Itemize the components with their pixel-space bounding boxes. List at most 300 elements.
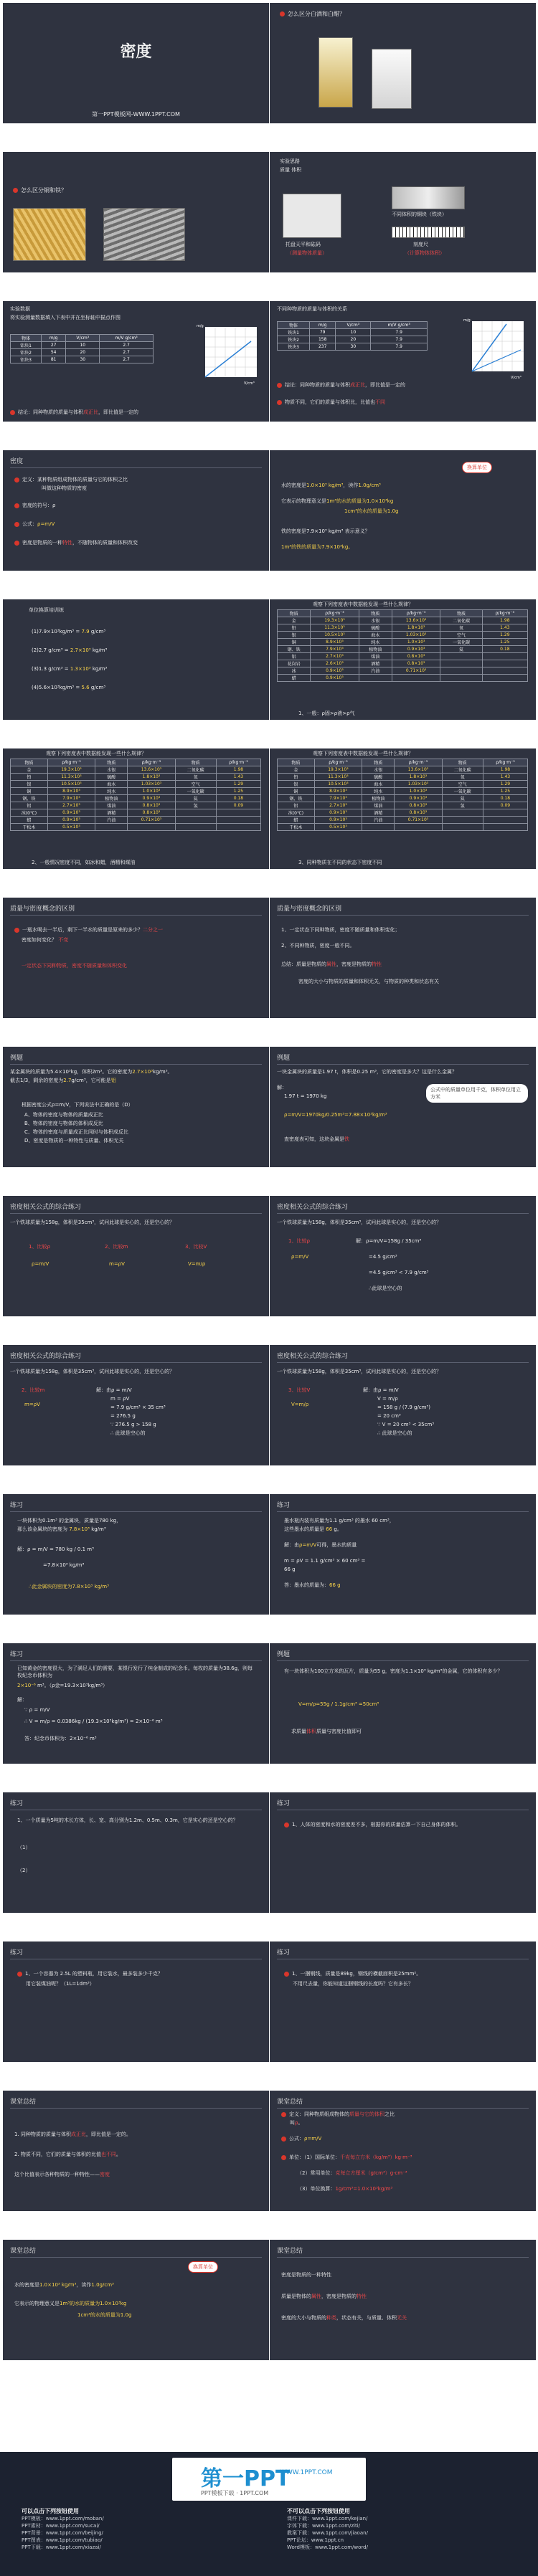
logo-text: 第一PPT: [201, 2466, 291, 2491]
step-2: m = ρV = 1.1 g/cm³ × 60 cm³ =: [284, 1558, 366, 1564]
td: 0.9×10³: [392, 646, 440, 653]
td: 1.98: [483, 766, 527, 774]
summary-1: 1. 同种物质的质量与体积成正比，即比值是一定的。: [14, 2131, 131, 2137]
td: 0.9×10³: [311, 675, 359, 682]
bullet-icon: [14, 477, 19, 483]
td: 237: [310, 343, 336, 351]
slide-example-3: [270, 1643, 536, 1764]
td: 27: [41, 342, 65, 349]
td: 氦: [175, 795, 216, 802]
density-table: [277, 609, 528, 682]
footer-link[interactable]: PPT论坛：www.1ppt.cn: [287, 2537, 344, 2543]
td: 硫酸: [362, 774, 394, 781]
td: 二氧化碳: [175, 766, 216, 774]
formula: 公式：ρ=m/V: [281, 2135, 321, 2142]
td: 酒精: [359, 660, 392, 667]
td: 20: [66, 349, 100, 356]
td: 0.9×10³: [314, 817, 362, 824]
quantities-label: 质量 体积: [280, 167, 302, 173]
slide-heading: 练习: [10, 1651, 24, 1658]
slide-heading: 密度: [10, 458, 24, 465]
table-row: [278, 824, 528, 831]
site-footer: [0, 2452, 538, 2576]
th: 物体: [278, 322, 310, 329]
slide-summary-1: [3, 2091, 269, 2211]
conclusion-2: 物质不同，它们的质量与体积比，比值也不同: [277, 399, 385, 406]
step-6: ∴ 此球是空心的: [110, 1430, 146, 1436]
slide-title-heading: 密度: [120, 43, 152, 61]
problem: 1、人体的密度和水的密度差不多，根据你的质量估算一下自己身体的体积。: [284, 1821, 521, 1828]
slide-example-1: [3, 1047, 269, 1167]
td: [359, 675, 392, 682]
slide-practice-3: [3, 1643, 269, 1764]
divider: [277, 1511, 529, 1512]
slide-summary-3: [3, 2240, 269, 2360]
slide-heading: 练习: [277, 1502, 291, 1509]
td: 海水: [95, 781, 127, 788]
definition-cont: 叫ρ。: [290, 2120, 303, 2126]
bullet-icon: [281, 2112, 286, 2117]
td: [483, 824, 527, 831]
td: 纯水: [362, 788, 394, 795]
property-line: 密度是物质的一种特性，不随物体的质量和体积改变: [14, 539, 138, 546]
calc: ρ=m/V=1970kg/0.25m³=7.88×10³kg/m³: [284, 1112, 387, 1118]
copper-rods-image: [13, 208, 86, 261]
td: 海水: [359, 632, 392, 639]
td: 11.3×10³: [314, 774, 362, 781]
td: 10.5×10³: [314, 781, 362, 788]
step-4: = 20 cm³: [377, 1413, 401, 1419]
conclusion-1: 结论：同种物质的质量与体积成正比，即比值是一定的: [277, 381, 405, 389]
slide-density-table-3: [270, 748, 536, 869]
th: m/g: [310, 322, 336, 329]
th: 物质: [359, 610, 392, 617]
td: [175, 809, 216, 817]
th: m/g: [41, 335, 65, 342]
td: 植物油: [95, 795, 127, 802]
unit-common: （2）常用单位：克每立方厘米（g/cm³）g·cm⁻³: [297, 2170, 407, 2176]
td: 2.7×10³: [311, 653, 359, 660]
definition: 定义：某种物质组成物体的质量与它的体积之比: [14, 476, 128, 483]
problem: 一块金属块的质量是1.97 t，体积是0.25 m³，它的密度是多大？这是什么金属？: [277, 1069, 457, 1075]
slide-heading: 密度相关公式的综合练习: [10, 1204, 82, 1211]
td: 铅: [11, 774, 48, 781]
td: 2.7: [100, 342, 154, 349]
step-4: ∴此球是空心的: [369, 1285, 402, 1291]
td: 金: [11, 766, 48, 774]
formula-3: V=m/ρ: [188, 1261, 206, 1267]
table-row: [278, 624, 528, 632]
symbol: 密度的符号：ρ: [14, 502, 55, 509]
td: 30: [336, 343, 371, 351]
td: 0.8×10³: [392, 653, 440, 660]
td: 铁块2: [278, 336, 310, 343]
problem-cont: 不用尺去量，你能知道这捆钢线的长度吗？它有多长？: [293, 1981, 413, 1987]
td: 0.71×10³: [128, 817, 175, 824]
problem-cont: 用它装煤油呢？（1L=1dm³）: [26, 1981, 95, 1987]
bullet-icon: [14, 503, 19, 508]
bullet-icon: [14, 928, 19, 933]
td: 煤油: [95, 802, 127, 809]
summary-2: 2. 物质不同，它们的质量与体积的比值也不同。: [14, 2152, 121, 2157]
td: 氦: [440, 646, 482, 653]
divider: [10, 1511, 262, 1512]
td: 冰(0℃): [11, 809, 48, 817]
td: 13.6×10³: [128, 766, 175, 774]
td: 铝块3: [11, 356, 42, 363]
td: 铝: [11, 802, 48, 809]
td: [392, 675, 440, 682]
td: 1.8×10³: [392, 624, 440, 632]
divider: [277, 1362, 529, 1363]
table-row: [11, 817, 261, 824]
td: 酒精: [95, 809, 127, 817]
td: 一氧化碳: [442, 788, 483, 795]
solution-label: 解：: [277, 1085, 287, 1090]
slide-summary-2: [270, 2091, 536, 2211]
calc: V=m/ρ=55g / 1.1g/cm³ =50cm³: [298, 1701, 379, 1707]
td: 0.09: [483, 802, 527, 809]
td: 1.29: [216, 781, 260, 788]
td: 7.9: [371, 336, 428, 343]
td: 氧: [440, 624, 482, 632]
table-title: 观察下列密度表中数据能发现一些什么规律？: [46, 751, 146, 756]
problem: 一个铁球质量为158g，体积是35cm³，试问此球是实心的，还是空心的？: [10, 1220, 175, 1225]
slide-heading: 例题: [10, 1055, 24, 1062]
td: [95, 824, 127, 831]
td: 79: [310, 329, 336, 336]
td: 蜡: [11, 817, 48, 824]
td: 11.3×10³: [47, 774, 95, 781]
td: [440, 675, 482, 682]
step-1: 解：ρ = m/V = 780 kg / 0.1 m³: [17, 1546, 94, 1552]
td: [483, 817, 527, 824]
td: 1.43: [482, 624, 527, 632]
rule-note: 2、一般情况密度不同，如冰和蜡，酒精和煤油: [32, 860, 136, 865]
td: 0.9×10³: [314, 809, 362, 817]
th: 物质: [440, 610, 482, 617]
answer: 一定状态下同种物质，密度不随质量和体积变化: [22, 963, 127, 969]
td: 铜: [278, 639, 311, 646]
definition-cont: 叫做这种物质的密度: [42, 485, 87, 491]
divider: [10, 2257, 262, 2258]
bullet-icon: [14, 522, 19, 527]
td: 铅: [278, 624, 311, 632]
table-row: [11, 788, 261, 795]
td: 1.43: [483, 774, 527, 781]
density-table: [10, 759, 261, 831]
table-row: [278, 774, 528, 781]
method-2: 2、比较m: [22, 1387, 45, 1393]
problem: 一个铁球质量为158g，体积是35cm³，试问此球是实心的，还是空心的？: [277, 1369, 442, 1374]
td: 2.7×10³: [314, 802, 362, 809]
slide-density-table-2: [3, 748, 269, 869]
divider: [10, 1660, 262, 1661]
slide-water-density: [270, 450, 536, 571]
conv-4: (4)5.6×10³kg/m³ = 5.6 g/cm³: [32, 685, 106, 690]
water-density-line: 水的密度是1.0×10³ kg/m³，读作1.0g/cm³: [281, 483, 381, 488]
slide-practice-4: [3, 1792, 269, 1913]
td: [442, 809, 483, 817]
formula: ρ=m/V: [291, 1254, 309, 1260]
footer-link[interactable]: 字体下载：www.1ppt.com/ziti/: [287, 2523, 361, 2529]
slide-heading: 单位换算培训练: [29, 607, 64, 613]
td: 2.7: [100, 349, 154, 356]
th: V/cm³: [66, 335, 100, 342]
th: 物质: [175, 759, 216, 766]
footer-link[interactable]: 教案下载：www.1ppt.com/jiaoan/: [287, 2530, 368, 2536]
td: 纯水: [359, 639, 392, 646]
td: 81: [41, 356, 65, 363]
formula-1: ρ=m/V: [32, 1261, 49, 1267]
td: [440, 653, 482, 660]
footer-link[interactable]: 课件下载：www.1ppt.com/kejian/: [287, 2516, 368, 2522]
th: ρ/kg·m⁻³: [128, 759, 175, 766]
td: 汽油: [95, 817, 127, 824]
answer: 答：纪念币体积为：2×10⁻⁶ m³: [24, 1736, 97, 1741]
td: 煤油: [359, 653, 392, 660]
table-row: [278, 617, 528, 624]
td: 30: [66, 356, 100, 363]
td: 铝: [278, 653, 311, 660]
td: [395, 824, 442, 831]
td: 银: [11, 781, 48, 788]
table-row: [278, 653, 528, 660]
td: 0.8×10³: [128, 802, 175, 809]
td: [483, 809, 527, 817]
td: 54: [41, 349, 65, 356]
slide-heading: 质量与密度概念的区别: [277, 906, 342, 913]
th: 物质: [362, 759, 394, 766]
unit-tip-bubble: 公式中的质量单位用千克，体积单位用立方米: [426, 1084, 528, 1103]
td: 空气: [175, 781, 216, 788]
slide-heading: 例题: [277, 1651, 291, 1658]
divider: [10, 1064, 262, 1065]
footer-link[interactable]: PPT图表：www.1ppt.com/tubiao/: [22, 2537, 103, 2543]
slide-heading: 密度相关公式的综合练习: [10, 1353, 82, 1360]
td: 钢、铁: [278, 795, 315, 802]
th: 物质: [95, 759, 127, 766]
td: 19.3×10³: [314, 766, 362, 774]
table-row: [278, 802, 528, 809]
bullet-icon: [17, 1972, 22, 1977]
td: 氦: [442, 795, 483, 802]
balance-scale-image: [283, 194, 341, 238]
part-1: （1）: [17, 1845, 31, 1850]
td: 158: [310, 336, 336, 343]
td: 一氧化碳: [440, 639, 482, 646]
td: 铜: [278, 788, 315, 795]
step-5: ∵ 276.5 g > 158 g: [110, 1422, 156, 1427]
td: [440, 667, 482, 675]
slide-heading: 质量与密度概念的区别: [10, 906, 75, 913]
problem: 一块体积为0.1m³ 的金属块，质量是780 kg，: [17, 1518, 122, 1524]
table-row: [278, 766, 528, 774]
td: 0.18: [216, 795, 260, 802]
step-1: 解：ρ=m/V=158g / 35cm³: [356, 1238, 422, 1244]
step-1: ∵ ρ = m/V: [24, 1707, 50, 1713]
td: 1.03×10³: [128, 781, 175, 788]
density-table: [277, 759, 528, 831]
td: 0.8×10³: [395, 802, 442, 809]
td: 0.71×10³: [392, 667, 440, 675]
step-2: V = m/ρ: [377, 1396, 398, 1402]
td: 1.98: [482, 617, 527, 624]
footer-link[interactable]: PPT背景：www.1ppt.com/beijing/: [22, 2530, 103, 2536]
part-2: （2）: [17, 1868, 31, 1873]
th: V/cm³: [336, 322, 371, 329]
slide-practice-7: [270, 1941, 536, 2062]
option-d[interactable]: D、密度是物质的一种特性与质量、体积无关: [24, 1138, 124, 1144]
td: 11.3×10³: [311, 624, 359, 632]
question-1: 一瓶水喝去一半后，剩下一半水的质量是原来的多少？二分之一: [14, 926, 163, 933]
iron-answer: 1m³的铁的质量为7.9×10³kg。: [281, 544, 354, 550]
bullet-icon: [14, 541, 19, 546]
td: 1.29: [482, 632, 527, 639]
problem-answer: 2×10⁻⁶ m³。（ρ金=19.3×10³kg/m³）: [17, 1683, 108, 1688]
option-a[interactable]: A、物体的密度与物体的质量成正比: [24, 1112, 103, 1118]
question: 怎么区分白酒和白醋？: [280, 10, 345, 19]
water-density-line: 水的密度是1.0×10³ kg/m³，读作1.0g/cm³: [14, 2282, 114, 2288]
step-3: = 7.9 g/cm³ × 35 cm³: [110, 1405, 166, 1410]
y-axis-label: m/g: [463, 318, 471, 323]
slide-practice-1: [3, 1494, 269, 1615]
conclusion: 结论：同种物质的质量与体积成正比，即比值是一定的: [10, 409, 138, 416]
option-b[interactable]: B、物体的密度与物体的体积成反比: [24, 1121, 103, 1126]
ruler-caption-note: （计算物体体积）: [405, 250, 445, 256]
th: ρ/kg·m⁻³: [392, 610, 440, 617]
iron-data-table: [277, 321, 428, 351]
unit-conversion-button[interactable]: 换算单位: [188, 2261, 218, 2273]
th: 物体: [11, 335, 42, 342]
slide-heading: 密度相关公式的综合练习: [277, 1353, 349, 1360]
slide-density-table-1: [270, 599, 536, 720]
question: 怎么区分铜和铁？: [13, 186, 67, 195]
slide-practice-6: [3, 1941, 269, 2062]
y-axis-label: m/g: [197, 324, 204, 328]
unit-conversion-button[interactable]: 换算单位: [462, 462, 492, 473]
section-label: 实验思路: [280, 158, 300, 164]
blocks-caption: 不同体积的铜块（铁块）: [392, 212, 447, 217]
answer: ∴此金属块的密度为7.8×10³ kg/m³: [29, 1584, 109, 1589]
td: 20: [336, 336, 371, 343]
divider: [10, 1362, 262, 1363]
option-c[interactable]: C、物体的密度与质量成正比同时与体积成反比: [24, 1129, 128, 1135]
td: 1.03×10³: [392, 632, 440, 639]
td: 花岗岩: [278, 660, 311, 667]
slide-mass-density-diff: [3, 898, 269, 1018]
slide-heading: 练习: [277, 1949, 291, 1957]
step-2: =7.8×10³ kg/m³: [43, 1562, 85, 1568]
x-axis-label: V/cm³: [244, 381, 255, 386]
footer-link[interactable]: PPT模板：www.1ppt.com/moban/: [22, 2516, 104, 2522]
td: 10.5×10³: [311, 632, 359, 639]
conv-3: (3)1.3 g/cm³ = 1.3×10³ kg/m³: [32, 666, 108, 672]
step-2: ∴ V = m/ρ = 0.0386kg / (19.3×10³kg/m³) = 2×10⁻⁶ m³: [24, 1719, 163, 1724]
slide-heading: 练习: [10, 1800, 24, 1807]
iron-graph: [463, 317, 529, 381]
td: 1.25: [216, 788, 260, 795]
step-1: 解：由ρ = m/V: [96, 1387, 132, 1393]
slide-heading: 练习: [10, 1949, 24, 1957]
method-3: 3、比较V: [185, 1244, 207, 1250]
iron-question: 铁的密度是7.9×10³ kg/m³ 表示意义？: [281, 528, 370, 534]
td: 1.0×10³: [128, 788, 175, 795]
table-row: [11, 781, 261, 788]
td: 0.09: [216, 802, 260, 809]
slide-heading: 练习: [277, 1800, 291, 1807]
td: 1.8×10³: [128, 774, 175, 781]
td: 硫酸: [359, 624, 392, 632]
instruction: 将实验测量数据填入下表中并在坐标轴中描点作图: [10, 315, 121, 320]
site-logo[interactable]: [172, 2458, 366, 2501]
problem: 有一块体积为100立方米的瓦片，质量为55 g，密度为1.1×10³ kg/m³的金属，它的体积有多少？: [284, 1668, 503, 1674]
formula-2: m=ρV: [109, 1261, 125, 1267]
slide-density-definition: [3, 450, 269, 571]
td: 水银: [362, 766, 394, 774]
question-2: 密度如何变化？ 不变: [22, 937, 69, 943]
bullet-icon: [277, 400, 282, 405]
summary-3: 这个比值表示各种物质的一种特性——密度: [14, 2172, 110, 2177]
td: 7.9×10³: [311, 646, 359, 653]
divider: [277, 1660, 529, 1661]
td: 0.9×10³: [311, 667, 359, 675]
problem: 某金属块的质量为5.4×10³kg，体积2m³。它的密度为2.7×10³kg/m³。: [10, 1069, 173, 1075]
th: ρ/kg·m⁻³: [314, 759, 362, 766]
td: 氢: [442, 802, 483, 809]
td: 0.8×10³: [395, 809, 442, 817]
metal-blocks-image: [392, 186, 465, 209]
td: 纯水: [95, 788, 127, 795]
slide-unit-conversion: [3, 599, 269, 720]
td: 汽油: [359, 667, 392, 675]
bullet-icon: [284, 1972, 289, 1977]
footer-link[interactable]: PPT素材：www.1ppt.com/sucai/: [22, 2523, 100, 2529]
slide-title-subtitle: 第一PPT模板网-WWW.1PPT.COM: [92, 111, 180, 118]
x-axis-label: V/cm³: [511, 376, 522, 380]
step-3: =4.5 g/cm³ < 7.9 g/cm³: [369, 1270, 429, 1275]
table-row: [278, 660, 528, 667]
point-1: 1、一定状态下同种物质，密度不随质量和体积变化；: [281, 927, 400, 933]
td: 0.8×10³: [392, 660, 440, 667]
td: [216, 809, 260, 817]
footer-link[interactable]: Word模板：www.1ppt.com/word/: [287, 2544, 368, 2550]
slide-formula-practice-1: [3, 1196, 269, 1316]
table-row: [11, 824, 261, 831]
td: 干松木: [11, 824, 48, 831]
table-row: [11, 809, 261, 817]
definition: 定义：同种物质组成物体的质量与它的体积之比: [281, 2111, 395, 2118]
problem: 已知黄金的密度很大，为了满足人们的需要，某银行发行了纯金制成的纪念币。每枚的质量为38.6g，则每枚纪念币体积为: [17, 1665, 253, 1678]
td: 金: [278, 617, 311, 624]
td: 7.9×10³: [47, 795, 95, 802]
td: 1.98: [216, 766, 260, 774]
problem: 一个铁球质量为158g，体积是35cm³，试问此球是实心的，还是空心的？: [10, 1369, 175, 1374]
td: 1.03×10³: [395, 781, 442, 788]
td: [175, 824, 216, 831]
td: 铝块2: [11, 349, 42, 356]
table-title: 观察下列密度表中数据能发现一些什么规律？: [313, 751, 413, 756]
td: 氧: [442, 774, 483, 781]
ruler-caption: 刻度尺: [413, 242, 428, 247]
divider: [277, 2108, 529, 2109]
td: [482, 653, 527, 660]
footer-link[interactable]: PPT下载：www.1ppt.com/xiazai/: [22, 2544, 101, 2550]
unit-intl: 单位：（1）国际单位：千克每立方米（kg/m³）kg·m⁻³: [281, 2154, 412, 2161]
td: 铜: [11, 788, 48, 795]
meaning-line-2: 1cm³的水的质量为1.0g: [77, 2312, 132, 2318]
step-6: ∴ 此球是空心的: [377, 1430, 412, 1436]
